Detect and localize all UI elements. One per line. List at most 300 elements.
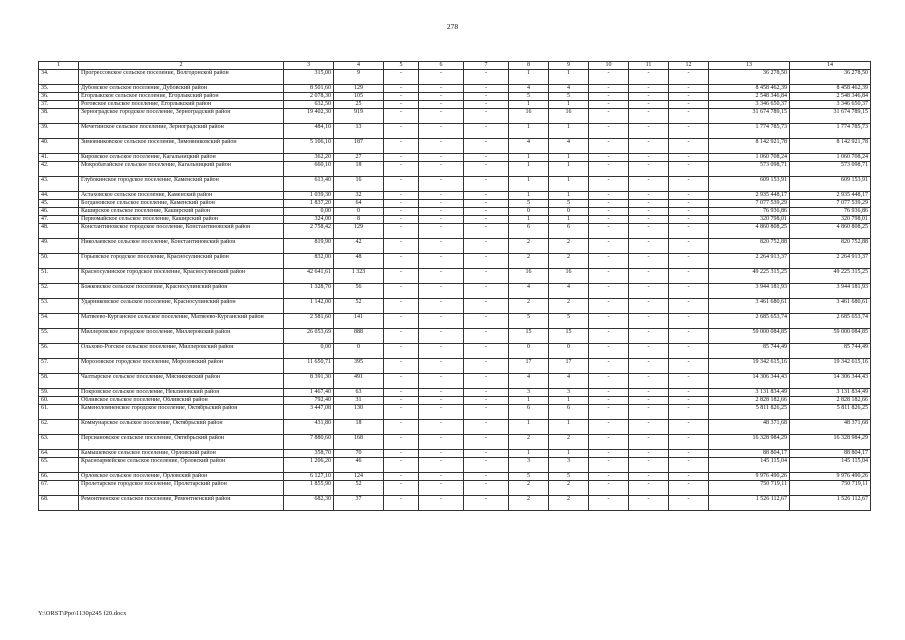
- cell-col-7: -: [464, 405, 509, 420]
- cell-col-11: -: [629, 473, 669, 481]
- cell-col-3: 632,50: [284, 101, 334, 109]
- cell-col-8: 1: [509, 420, 549, 435]
- cell-col-2: Ремонтненское сельское поселение, Ремонтненский район: [79, 496, 284, 511]
- cell-col-9: 2: [549, 496, 589, 511]
- cell-col-1: 43.: [39, 177, 79, 192]
- cell-col-9: 4: [549, 374, 589, 389]
- cell-col-14: 5 811 826,25: [790, 405, 871, 420]
- cell-col-14: 1 774 785,73: [790, 124, 871, 139]
- cell-col-4: 64: [334, 200, 384, 208]
- cell-col-4: 37: [334, 496, 384, 511]
- cell-col-2: Мечетинское сельское поселение, Зерноградский район: [79, 124, 284, 139]
- cell-col-3: 11 650,71: [284, 359, 334, 374]
- cell-col-6: -: [419, 216, 464, 224]
- cell-col-4: 16: [334, 177, 384, 192]
- cell-col-14: 320 798,01: [790, 216, 871, 224]
- cell-col-11: -: [629, 139, 669, 154]
- cell-col-4: 0: [334, 208, 384, 216]
- cell-col-6: -: [419, 93, 464, 101]
- cell-col-2: Богдановское сельское поселение, Каменский район: [79, 200, 284, 208]
- cell-col-7: -: [464, 450, 509, 458]
- cell-col-10: -: [589, 435, 629, 450]
- cell-col-10: -: [589, 192, 629, 200]
- cell-col-3: 682,30: [284, 496, 334, 511]
- cell-col-11: -: [629, 458, 669, 473]
- cell-col-14: 145 115,04: [790, 458, 871, 473]
- cell-col-13: 14 306 344,43: [709, 374, 790, 389]
- cell-col-11: -: [629, 162, 669, 177]
- cell-col-6: -: [419, 374, 464, 389]
- cell-col-14: 76 936,86: [790, 208, 871, 216]
- cell-col-4: 31: [334, 397, 384, 405]
- cell-col-13: 8 142 921,78: [709, 139, 790, 154]
- cell-col-12: -: [669, 458, 709, 473]
- cell-col-6: -: [419, 85, 464, 93]
- cell-col-6: -: [419, 435, 464, 450]
- cell-col-12: -: [669, 359, 709, 374]
- cell-col-10: -: [589, 344, 629, 359]
- cell-col-9: 1: [549, 192, 589, 200]
- cell-col-4: 18: [334, 420, 384, 435]
- cell-col-6: -: [419, 192, 464, 200]
- cell-col-13: 750 719,11: [709, 481, 790, 496]
- cell-col-13: 145 115,04: [709, 458, 790, 473]
- column-header-10: 10: [589, 62, 629, 70]
- cell-col-11: -: [629, 85, 669, 93]
- cell-col-14: 3 944 181,93: [790, 284, 871, 299]
- cell-col-5: -: [384, 420, 419, 435]
- column-header-9: 9: [549, 62, 589, 70]
- cell-col-1: 41.: [39, 154, 79, 162]
- cell-col-13: 2 264 913,37: [709, 254, 790, 269]
- cell-col-2: Чалтырское сельское поселение, Мясниковский район: [79, 374, 284, 389]
- cell-col-14: 2 935 448,17: [790, 192, 871, 200]
- cell-col-8: 1: [509, 124, 549, 139]
- cell-col-4: 124: [334, 473, 384, 481]
- cell-col-8: 1: [509, 101, 549, 109]
- cell-col-4: 63: [334, 389, 384, 397]
- cell-col-8: 1: [509, 177, 549, 192]
- cell-col-2: Егорлыкское сельское поселение, Егорлыкский район: [79, 93, 284, 101]
- cell-col-9: 5: [549, 93, 589, 101]
- cell-col-14: 8 458 462,39: [790, 85, 871, 93]
- cell-col-3: 1 206,20: [284, 458, 334, 473]
- cell-col-13: 88 804,17: [709, 450, 790, 458]
- cell-col-14: 9 976 490,26: [790, 473, 871, 481]
- cell-col-7: -: [464, 177, 509, 192]
- cell-col-14: 2 548 346,84: [790, 93, 871, 101]
- cell-col-2: Астаховское сельское поселение, Каменский район: [79, 192, 284, 200]
- cell-col-7: -: [464, 359, 509, 374]
- cell-col-11: -: [629, 224, 669, 239]
- cell-col-9: 16: [549, 109, 589, 124]
- cell-col-12: -: [669, 284, 709, 299]
- cell-col-5: -: [384, 109, 419, 124]
- cell-col-2: Кировское сельское поселение, Кагальницкий район: [79, 154, 284, 162]
- cell-col-10: -: [589, 314, 629, 329]
- cell-col-7: -: [464, 314, 509, 329]
- cell-col-13: 2 935 448,17: [709, 192, 790, 200]
- cell-col-13: 5 811 826,25: [709, 405, 790, 420]
- cell-col-8: 2: [509, 239, 549, 254]
- cell-col-2: Горьевское городское поселение, Красносулинский район: [79, 254, 284, 269]
- cell-col-7: -: [464, 154, 509, 162]
- cell-col-11: -: [629, 239, 669, 254]
- cell-col-7: -: [464, 224, 509, 239]
- cell-col-7: -: [464, 208, 509, 216]
- cell-col-5: -: [384, 192, 419, 200]
- column-header-13: 13: [709, 62, 790, 70]
- cell-col-10: -: [589, 458, 629, 473]
- cell-col-6: -: [419, 314, 464, 329]
- cell-col-7: -: [464, 162, 509, 177]
- cell-col-12: -: [669, 450, 709, 458]
- cell-col-9: 3: [549, 389, 589, 397]
- cell-col-8: 5: [509, 200, 549, 208]
- cell-col-13: 4 860 808,25: [709, 224, 790, 239]
- cell-col-8: 4: [509, 85, 549, 93]
- cell-col-14: 8 142 921,78: [790, 139, 871, 154]
- cell-col-4: 8: [334, 216, 384, 224]
- table-row: [39, 405, 871, 420]
- cell-col-4: 919: [334, 109, 384, 124]
- cell-col-13: 3 461 680,61: [709, 299, 790, 314]
- cell-col-4: 52: [334, 299, 384, 314]
- cell-col-4: 27: [334, 154, 384, 162]
- cell-col-3: 0,00: [284, 208, 334, 216]
- cell-col-5: -: [384, 389, 419, 397]
- table-row: [39, 397, 871, 405]
- cell-col-7: -: [464, 481, 509, 496]
- cell-col-8: 2: [509, 299, 549, 314]
- cell-col-12: -: [669, 481, 709, 496]
- cell-col-11: -: [629, 481, 669, 496]
- cell-col-6: -: [419, 389, 464, 397]
- cell-col-9: 3: [549, 458, 589, 473]
- cell-col-3: 358,70: [284, 450, 334, 458]
- cell-col-10: -: [589, 389, 629, 397]
- cell-col-8: 2: [509, 481, 549, 496]
- cell-col-6: -: [419, 109, 464, 124]
- cell-col-14: 31 674 789,15: [790, 109, 871, 124]
- cell-col-5: -: [384, 70, 419, 85]
- cell-col-12: -: [669, 435, 709, 450]
- cell-col-6: -: [419, 177, 464, 192]
- cell-col-14: 14 306 344,43: [790, 374, 871, 389]
- cell-col-9: 4: [549, 85, 589, 93]
- cell-col-6: -: [419, 329, 464, 344]
- cell-col-2: Первомайское сельское поселение, Каширский район: [79, 216, 284, 224]
- cell-col-8: 4: [509, 284, 549, 299]
- cell-col-10: -: [589, 200, 629, 208]
- cell-col-10: -: [589, 374, 629, 389]
- table-row: [39, 329, 871, 344]
- cell-col-9: 5: [549, 473, 589, 481]
- cell-col-10: -: [589, 208, 629, 216]
- cell-col-11: -: [629, 101, 669, 109]
- cell-col-9: 17: [549, 359, 589, 374]
- cell-col-10: -: [589, 239, 629, 254]
- cell-col-5: -: [384, 139, 419, 154]
- cell-col-6: -: [419, 405, 464, 420]
- cell-col-5: -: [384, 374, 419, 389]
- cell-col-10: -: [589, 299, 629, 314]
- cell-col-14: 750 719,11: [790, 481, 871, 496]
- cell-col-14: 16 328 984,29: [790, 435, 871, 450]
- cell-col-2: Камышевское сельское поселение, Орловский район: [79, 450, 284, 458]
- cell-col-11: -: [629, 405, 669, 420]
- cell-col-5: -: [384, 397, 419, 405]
- cell-col-5: -: [384, 329, 419, 344]
- cell-col-6: -: [419, 269, 464, 284]
- cell-col-1: 38.: [39, 109, 79, 124]
- cell-col-11: -: [629, 389, 669, 397]
- cell-col-11: -: [629, 284, 669, 299]
- cell-col-13: 48 371,68: [709, 420, 790, 435]
- cell-col-3: 5 106,10: [284, 139, 334, 154]
- table-row: [39, 359, 871, 374]
- cell-col-8: 16: [509, 109, 549, 124]
- table-row: [39, 124, 871, 139]
- cell-col-1: 53.: [39, 299, 79, 314]
- column-header-11: 11: [629, 62, 669, 70]
- cell-col-13: 7 077 539,29: [709, 200, 790, 208]
- cell-col-14: 2 828 182,66: [790, 397, 871, 405]
- cell-col-10: -: [589, 162, 629, 177]
- table-row: [39, 101, 871, 109]
- cell-col-3: 2 758,42: [284, 224, 334, 239]
- table-row: [39, 450, 871, 458]
- cell-col-11: -: [629, 397, 669, 405]
- cell-col-9: 5: [549, 314, 589, 329]
- cell-col-10: -: [589, 139, 629, 154]
- cell-col-7: -: [464, 254, 509, 269]
- cell-col-11: -: [629, 344, 669, 359]
- cell-col-11: -: [629, 93, 669, 101]
- table-row: [39, 284, 871, 299]
- cell-col-7: -: [464, 473, 509, 481]
- cell-col-1: 51.: [39, 269, 79, 284]
- cell-col-7: -: [464, 397, 509, 405]
- cell-col-12: -: [669, 177, 709, 192]
- cell-col-5: -: [384, 450, 419, 458]
- cell-col-10: -: [589, 397, 629, 405]
- cell-col-4: 129: [334, 224, 384, 239]
- cell-col-6: -: [419, 139, 464, 154]
- cell-col-13: 59 000 084,85: [709, 329, 790, 344]
- cell-col-14: 36 278,50: [790, 70, 871, 85]
- cell-col-1: 49.: [39, 239, 79, 254]
- cell-col-14: 19 342 615,16: [790, 359, 871, 374]
- cell-col-8: 1: [509, 70, 549, 85]
- cell-col-9: 4: [549, 284, 589, 299]
- table-row: [39, 420, 871, 435]
- cell-col-13: 31 674 789,15: [709, 109, 790, 124]
- cell-col-10: -: [589, 177, 629, 192]
- cell-col-2: Мокробатайское сельское поселение, Кагальницкий район: [79, 162, 284, 177]
- cell-col-12: -: [669, 344, 709, 359]
- cell-col-4: 9: [334, 70, 384, 85]
- cell-col-10: -: [589, 216, 629, 224]
- cell-col-2: Покровское сельское поселение, Неклиновский район: [79, 389, 284, 397]
- cell-col-6: -: [419, 224, 464, 239]
- settlements-table-wrap: [38, 61, 870, 511]
- cell-col-7: -: [464, 284, 509, 299]
- cell-col-8: 1: [509, 450, 549, 458]
- table-row: [39, 435, 871, 450]
- cell-col-4: 52: [334, 481, 384, 496]
- cell-col-3: 8 501,60: [284, 85, 334, 93]
- cell-col-7: -: [464, 329, 509, 344]
- cell-col-8: 15: [509, 329, 549, 344]
- settlements-table: [38, 61, 871, 511]
- cell-col-2: Красносулинское городское поселение, Красносулинский район: [79, 269, 284, 284]
- cell-col-10: -: [589, 101, 629, 109]
- table-row: [39, 374, 871, 389]
- cell-col-14: 2 264 913,37: [790, 254, 871, 269]
- column-header-6: 6: [419, 62, 464, 70]
- cell-col-3: 660,10: [284, 162, 334, 177]
- cell-col-1: 44.: [39, 192, 79, 200]
- cell-col-9: 6: [549, 224, 589, 239]
- cell-col-12: -: [669, 93, 709, 101]
- cell-col-3: 362,20: [284, 154, 334, 162]
- cell-col-13: 1 060 708,24: [709, 154, 790, 162]
- cell-col-14: 48 371,68: [790, 420, 871, 435]
- cell-col-11: -: [629, 208, 669, 216]
- cell-col-13: 3 944 181,93: [709, 284, 790, 299]
- cell-col-6: -: [419, 420, 464, 435]
- cell-col-10: -: [589, 109, 629, 124]
- cell-col-5: -: [384, 473, 419, 481]
- cell-col-4: 395: [334, 359, 384, 374]
- cell-col-1: 47.: [39, 216, 79, 224]
- cell-col-12: -: [669, 208, 709, 216]
- table-row: [39, 154, 871, 162]
- cell-col-3: 2 581,60: [284, 314, 334, 329]
- cell-col-5: -: [384, 162, 419, 177]
- cell-col-7: -: [464, 124, 509, 139]
- cell-col-6: -: [419, 473, 464, 481]
- cell-col-2: Дубовское сельское поселение, Дубовский район: [79, 85, 284, 93]
- cell-col-1: 61.: [39, 405, 79, 420]
- cell-col-6: -: [419, 239, 464, 254]
- cell-col-6: -: [419, 162, 464, 177]
- cell-col-4: 48: [334, 254, 384, 269]
- cell-col-9: 1: [549, 162, 589, 177]
- cell-col-7: -: [464, 139, 509, 154]
- cell-col-11: -: [629, 374, 669, 389]
- table-row: [39, 344, 871, 359]
- cell-col-13: 19 342 615,16: [709, 359, 790, 374]
- cell-col-2: Ударниковское сельское поселение, Красносулинский район: [79, 299, 284, 314]
- cell-col-2: Прогрессовское сельское поселение, Волгодонской район: [79, 70, 284, 85]
- cell-col-14: 88 804,17: [790, 450, 871, 458]
- column-header-4: 4: [334, 62, 384, 70]
- column-header-5: 5: [384, 62, 419, 70]
- cell-col-1: 45.: [39, 200, 79, 208]
- cell-col-8: 6: [509, 224, 549, 239]
- cell-col-12: -: [669, 397, 709, 405]
- cell-col-1: 67.: [39, 481, 79, 496]
- cell-col-12: -: [669, 239, 709, 254]
- table-row: [39, 93, 871, 101]
- cell-col-5: -: [384, 435, 419, 450]
- cell-col-8: 1: [509, 154, 549, 162]
- cell-col-8: 2: [509, 496, 549, 511]
- cell-col-5: -: [384, 154, 419, 162]
- cell-col-5: -: [384, 124, 419, 139]
- cell-col-12: -: [669, 420, 709, 435]
- cell-col-2: Зерноградское городское поселение, Зерноградский район: [79, 109, 284, 124]
- cell-col-1: 65.: [39, 458, 79, 473]
- cell-col-9: 2: [549, 481, 589, 496]
- cell-col-12: -: [669, 496, 709, 511]
- table-row: [39, 139, 871, 154]
- table-row: [39, 70, 871, 85]
- cell-col-14: 573 098,71: [790, 162, 871, 177]
- cell-col-4: 1 323: [334, 269, 384, 284]
- cell-col-1: 50.: [39, 254, 79, 269]
- table-row: [39, 496, 871, 511]
- cell-col-5: -: [384, 200, 419, 208]
- cell-col-5: -: [384, 85, 419, 93]
- cell-col-10: -: [589, 254, 629, 269]
- cell-col-1: 34.: [39, 70, 79, 85]
- cell-col-4: 56: [334, 284, 384, 299]
- cell-col-1: 39.: [39, 124, 79, 139]
- cell-col-13: 320 798,01: [709, 216, 790, 224]
- cell-col-3: 6 127,10: [284, 473, 334, 481]
- cell-col-4: 130: [334, 405, 384, 420]
- cell-col-3: 1 039,30: [284, 192, 334, 200]
- cell-col-12: -: [669, 162, 709, 177]
- cell-col-3: 8 391,30: [284, 374, 334, 389]
- cell-col-5: -: [384, 458, 419, 473]
- cell-col-11: -: [629, 450, 669, 458]
- cell-col-5: -: [384, 269, 419, 284]
- cell-col-14: 3 346 650,37: [790, 101, 871, 109]
- cell-col-13: 49 225 315,25: [709, 269, 790, 284]
- cell-col-2: Миллеровское городское поселение, Миллеровский район: [79, 329, 284, 344]
- cell-col-9: 2: [549, 435, 589, 450]
- cell-col-1: 66.: [39, 473, 79, 481]
- cell-col-4: 491: [334, 374, 384, 389]
- cell-col-7: -: [464, 101, 509, 109]
- cell-col-1: 36.: [39, 93, 79, 101]
- cell-col-12: -: [669, 374, 709, 389]
- cell-col-14: 85 744,49: [790, 344, 871, 359]
- cell-col-4: 46: [334, 458, 384, 473]
- cell-col-6: -: [419, 496, 464, 511]
- cell-col-8: 1: [509, 162, 549, 177]
- cell-col-8: 1: [509, 216, 549, 224]
- cell-col-8: 4: [509, 374, 549, 389]
- cell-col-8: 16: [509, 269, 549, 284]
- cell-col-11: -: [629, 299, 669, 314]
- cell-col-12: -: [669, 405, 709, 420]
- cell-col-9: 1: [549, 154, 589, 162]
- cell-col-9: 1: [549, 177, 589, 192]
- cell-col-12: -: [669, 314, 709, 329]
- cell-col-5: -: [384, 481, 419, 496]
- cell-col-5: -: [384, 405, 419, 420]
- cell-col-3: 2 078,30: [284, 93, 334, 101]
- cell-col-3: 792,40: [284, 397, 334, 405]
- cell-col-3: 42 641,61: [284, 269, 334, 284]
- cell-col-10: -: [589, 496, 629, 511]
- cell-col-3: 19 402,30: [284, 109, 334, 124]
